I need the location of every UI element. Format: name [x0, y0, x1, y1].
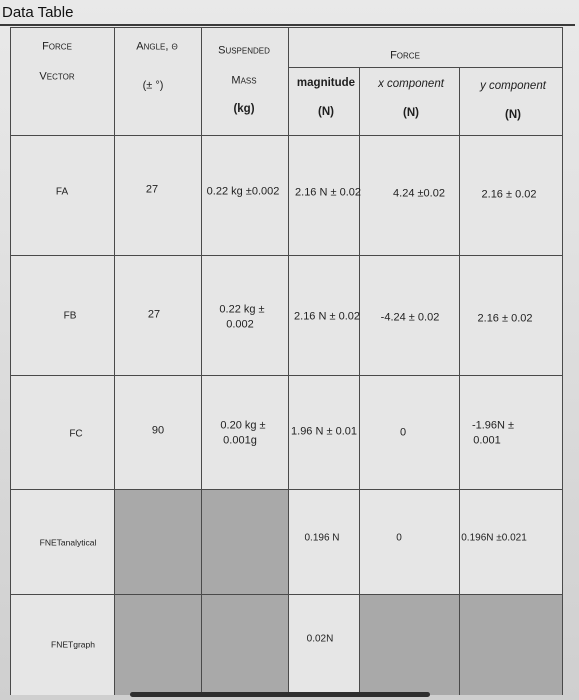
row-fc-angle: 90: [151, 424, 165, 437]
row-divider: [10, 489, 563, 490]
row-fa-angle: 27: [145, 183, 159, 196]
shaded-cell-fnet-analytical-mass: [201, 489, 288, 594]
title-underline: [0, 24, 575, 26]
shaded-cell-fnet-graph-x: [359, 594, 459, 695]
header-x-component-unit: (N): [403, 107, 419, 120]
shaded-cell-fnet-graph-y: [459, 594, 563, 695]
header-mass-unit: (kg): [233, 103, 255, 116]
row-fa-x-component: 4.24 ±0.02: [393, 187, 445, 200]
row-fnet-analytical-y-component: 0.196N ±0.021: [461, 532, 527, 544]
page-bottom-edge: [130, 692, 430, 697]
row-fnet-analytical-x-component: 0: [396, 532, 402, 544]
header-angle-line1: Angle, θ: [136, 40, 178, 53]
shaded-cell-fnet-graph-mass: [201, 594, 288, 695]
row-divider: [288, 67, 563, 68]
row-fnet-analytical-label: FNETanalytical: [39, 537, 97, 548]
row-divider: [10, 135, 563, 136]
row-fb-label: FB: [63, 310, 77, 322]
row-fa-label: FA: [55, 186, 69, 198]
header-x-component-line1: x component: [378, 78, 444, 91]
row-divider: [10, 255, 563, 256]
header-force-vector-line1: Force: [42, 40, 72, 53]
row-fc-label: FC: [69, 428, 83, 440]
row-divider: [10, 27, 563, 28]
shaded-cell-fnet-graph-angle: [114, 594, 201, 695]
column-divider: [459, 67, 460, 695]
row-fb-mass-line2: 0.002: [226, 318, 254, 331]
header-magnitude-unit: (N): [318, 106, 334, 119]
row-fa-mass: 0.22 kg ±0.002: [206, 185, 280, 198]
header-force-vector-line2: Vector: [39, 70, 75, 83]
row-fb-mass-line1: 0.22 kg ±: [219, 303, 265, 316]
column-divider: [359, 67, 360, 695]
row-divider: [10, 594, 563, 595]
header-magnitude-line1: magnitude: [296, 77, 356, 90]
data-table: [10, 27, 563, 695]
header-force-group: Force: [390, 49, 420, 62]
header-y-component-unit: (N): [505, 109, 521, 122]
row-fc-y-component-line2: 0.001: [473, 434, 501, 447]
row-fc-magnitude: 1.96 N ± 0.01: [291, 425, 357, 438]
header-mass-line2: Mass: [231, 74, 257, 87]
row-fc-y-component-line1: -1.96N ±: [471, 419, 515, 432]
row-fa-magnitude: 2.16 N ± 0.02: [295, 186, 361, 199]
row-fb-x-component: -4.24 ± 0.02: [380, 311, 440, 324]
header-mass-line1: Suspended: [218, 44, 270, 57]
row-fa-y-component: 2.16 ± 0.02: [481, 188, 537, 201]
row-fb-y-component: 2.16 ± 0.02: [477, 312, 533, 325]
header-y-component-line1: y component: [480, 80, 546, 93]
row-fc-mass-line1: 0.20 kg ±: [220, 419, 266, 432]
row-fc-mass-line2: 0.001g: [223, 434, 257, 447]
row-fnet-graph-magnitude: 0.02N: [306, 633, 334, 645]
shaded-cell-fnet-analytical-angle: [114, 489, 201, 594]
page-title: Data Table: [2, 4, 74, 21]
row-fnet-analytical-magnitude: 0.196 N: [304, 532, 340, 544]
row-fnet-graph-label: FNETgraph: [51, 639, 95, 650]
row-fb-angle: 27: [147, 308, 161, 321]
header-angle-unit: (± °): [142, 79, 164, 92]
row-fc-x-component: 0: [399, 426, 407, 439]
row-fb-magnitude: 2.16 N ± 0.02: [294, 310, 360, 323]
row-divider: [10, 375, 563, 376]
